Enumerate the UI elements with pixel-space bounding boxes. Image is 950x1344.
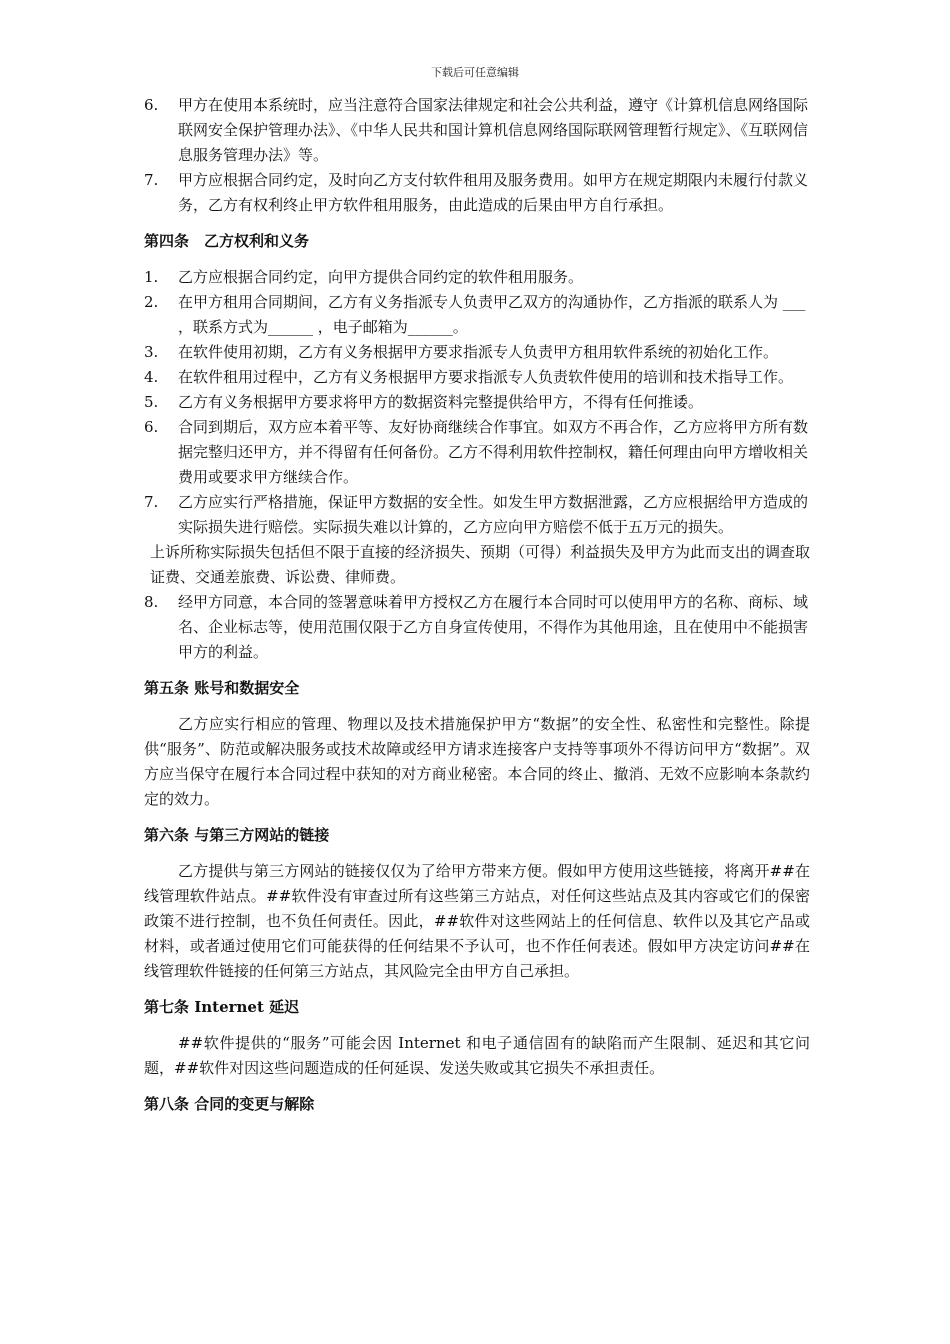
list-item — [144, 93, 810, 168]
item-number: 2. — [144, 293, 159, 311]
section-heading: 第八条 合同的变更与解除 — [144, 1095, 315, 1113]
item-number: 6. — [144, 96, 159, 114]
item-number: 7. — [144, 493, 159, 511]
section-heading: 第五条 账号和数据安全 — [144, 679, 300, 697]
item-number: 7. — [144, 171, 159, 189]
section-heading: 第四条 乙方权利和义务 — [144, 232, 310, 250]
item-text: 经甲方同意，本合同的签署意味着甲方授权乙方在履行本合同时可以使用甲方的名称、商标、域名、企业标志等，使用范围仅限于乙方自身宣传使用，不得作为其他用途，且在使用中不能损害甲方的利益。 — [178, 593, 809, 661]
item-number: 6. — [144, 418, 159, 436]
list-item — [144, 365, 810, 390]
item-number: 8. — [144, 593, 159, 611]
list-item — [144, 390, 810, 415]
item-text: 合同到期后，双方应本着平等、友好协商继续合作事宜。如双方不再合作，乙方应将甲方所有数据完整归还甲方，并不得留有任何备份。乙方不得利用软件控制权，籍任何理由向甲方增收相关费用或要求甲方继续合作。 — [178, 418, 809, 486]
page-header: 下载后可任意编辑 — [431, 66, 519, 79]
list-item — [144, 590, 810, 665]
item-text: 在软件租用过程中，乙方有义务根据甲方要求指派专人负责软件使用的培训和技术指导工作。 — [178, 368, 794, 386]
section-heading: 第七条 Internet 延迟 — [144, 998, 300, 1016]
list-item — [144, 168, 810, 218]
section-heading: 第六条 与第三方网站的链接 — [144, 826, 330, 844]
document-body — [144, 93, 810, 1128]
item-text: 乙方应实行严格措施，保证甲方数据的安全性。如发生甲方数据泄露，乙方应根据给甲方造成的实际损失进行赔偿。实际损失难以计算的，乙方应向甲方赔偿不低于五万元的损失。 — [178, 493, 809, 536]
item-text: 乙方应根据合同约定，向甲方提供合同约定的软件租用服务。 — [178, 268, 584, 286]
list-item — [144, 265, 810, 290]
item-text: 在甲方租用合同期间，乙方有义务指派专人负责甲乙双方的沟通协作，乙方指派的联系人为 ___ ，联系方式为______ ，电子邮箱为______。 — [178, 293, 806, 336]
section-paragraph: ##软件提供的“服务”可能会因 Internet 和电子通信固有的缺陷而产生限制、延迟和其它问题，##软件对因这些问题造成的任何延误、发送失败或其它损失不承担责任。 — [144, 1034, 810, 1077]
item-number: 4. — [144, 368, 159, 386]
item-number: 5. — [144, 393, 159, 411]
list-item — [144, 415, 810, 490]
list-item — [144, 340, 810, 365]
section-paragraph: 乙方提供与第三方网站的链接仅仅为了给甲方带来方便。假如甲方使用这些链接，将离开##在线管理软件站点。##软件没有审查过所有这些第三方站点，对任何这些站点及其内容或它们的保密政策不进行控制，也不负任何责任。因此，##软件对这些网站上的任何信息、软件以及其它产品或材料，或者通过使用它们可能获得的任何结果不予认可，也不作任何表述。假如甲方决定访问##在线管理软件链接的任何第三方站点，其风险完全由甲方自己承担。 — [144, 862, 810, 980]
item-text: 甲方在使用本系统时，应当注意符合国家法律规定和社会公共利益，遵守《计算机信息网络国际联网安全保护管理办法》、《中华人民共和国计算机信息网络国际联网管理暂行规定》、《互联网信息服务管理办法》等。 — [178, 96, 809, 164]
item-text: 甲方应根据合同约定，及时向乙方支付软件租用及服务费用。如甲方在规定期限内未履行付款义务，乙方有权利终止甲方软件租用服务，由此造成的后果由甲方自行承担。 — [178, 171, 809, 214]
item-text: 在软件使用初期，乙方有义务根据甲方要求指派专人负责甲方租用软件系统的初始化工作。 — [178, 343, 779, 361]
item-text: 乙方有义务根据甲方要求将甲方的数据资料完整提供给甲方，不得有任何推诿。 — [178, 393, 704, 411]
loss-note: 上诉所称实际损失包括但不限于直接的经济损失、预期（可得）利益损失及甲方为此而支出的调查取证费、交通差旅费、诉讼费、律师费。 — [150, 543, 811, 586]
item-number: 1. — [144, 268, 159, 286]
section-paragraph: 乙方应实行相应的管理、物理以及技术措施保护甲方“数据”的安全性、私密性和完整性。除提供“服务”、防范或解决服务或技术故障或经甲方请求连接客户支持等事项外不得访问甲方“数据”。双方应当保守在履行本合同过程中获知的对方商业秘密。本合同的终止、撤消、无效不应影响本条款约定的效力。 — [144, 715, 810, 808]
item-number: 3. — [144, 343, 159, 361]
list-item — [144, 290, 810, 340]
list-item — [144, 490, 810, 540]
